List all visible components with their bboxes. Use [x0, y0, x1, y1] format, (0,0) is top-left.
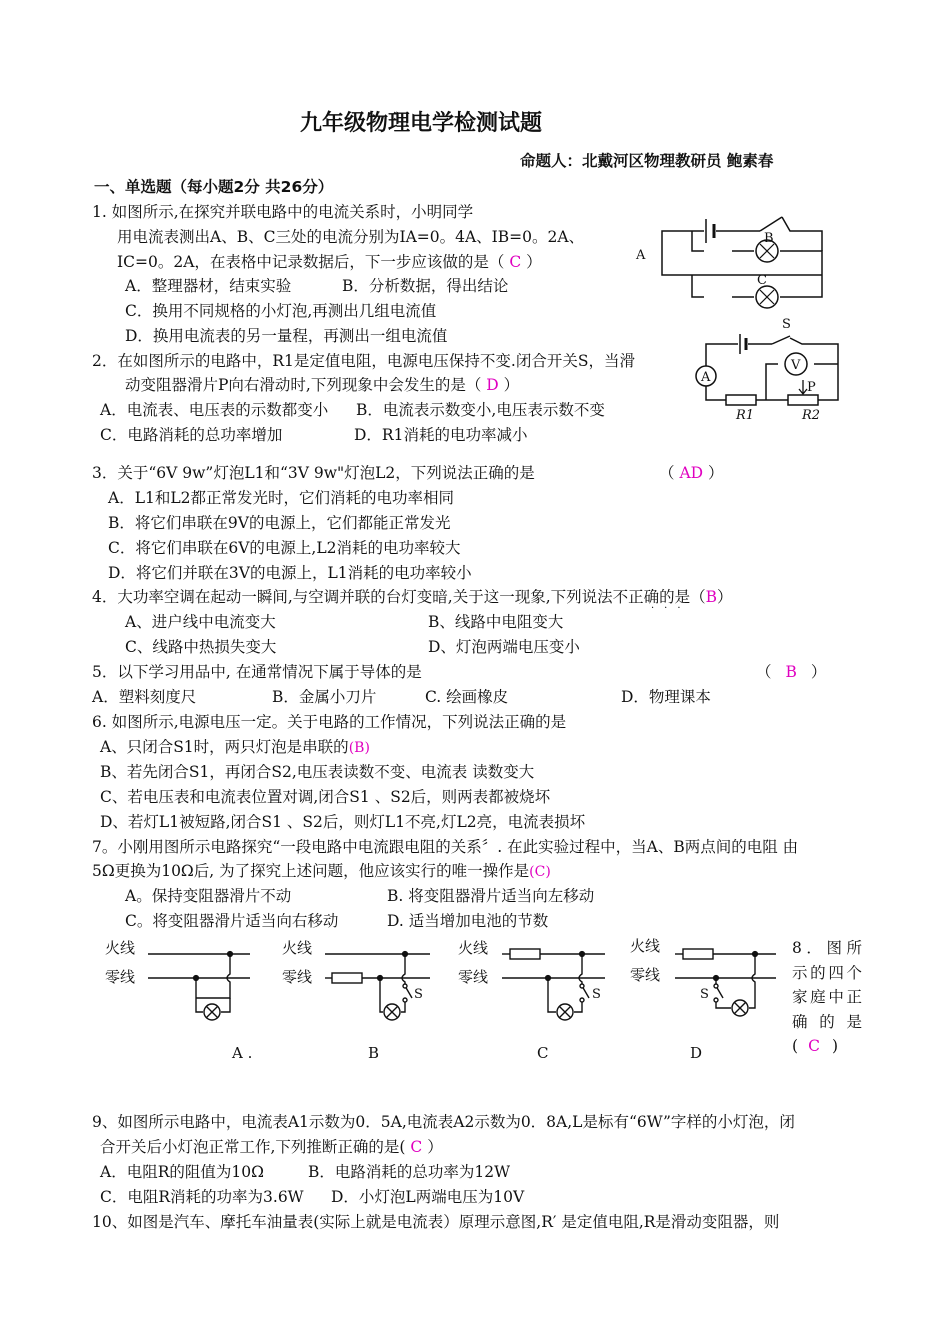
- q3-option-a: A．L1和L2都正常发光时，它们消耗的电功率相同: [108, 489, 455, 507]
- q7-option-b: B. 将变阻器滑片适当向左移动: [387, 887, 595, 905]
- q8-d-live-label: 火线: [630, 937, 661, 955]
- q5-option-b: B．金属小刀片: [272, 688, 377, 706]
- q5-option-a: A．塑料刻度尺: [92, 688, 197, 706]
- q5-answer: B: [785, 663, 797, 681]
- q7-option-c: C。将变阻器滑片适当向右移动: [125, 912, 339, 930]
- q6-option-a: A、只闭合S1时，两只灯泡是串联的(B): [100, 738, 370, 756]
- q2-option-b: B．电流表示数变小,电压表示数不变: [356, 401, 605, 419]
- q8-question-text: 8．图所示的四个家庭中正确的是( C ): [792, 939, 862, 1055]
- q8-label-a: A .: [232, 1044, 253, 1062]
- q6-line1: 6. 如图所示,电源电压一定。关于电路的工作情况，下列说法正确的是: [92, 713, 567, 731]
- author-line: 命题人：北戴河区物理教研员 鲍素春: [520, 152, 774, 170]
- q9-answer: C: [410, 1138, 423, 1156]
- q1-point-c-label: C: [757, 273, 767, 288]
- q2-option-c: C．电路消耗的总功率增加: [100, 426, 283, 444]
- q8-label-d: D: [690, 1044, 703, 1062]
- q1-point-a-label: A: [636, 248, 646, 263]
- q4-line1: 4．大功率空调在起动一瞬间,与空调并联的台灯变暗,关于这一现象,下列说法不正确的是（B）: [92, 588, 733, 606]
- q4-option-a: A、进户线中电流变大: [125, 613, 276, 631]
- q8-d-switch-label: S: [700, 987, 709, 1002]
- q9-option-d: D．小灯泡L两端电压为10V: [331, 1188, 525, 1206]
- q3-line1: 3．关于“6V 9w”灯泡L1和“3V 9w"灯泡L2，下列说法正确的是: [92, 464, 535, 482]
- q8-diagram-c: [458, 939, 605, 1020]
- q1-line2: 用电流表测出A、B、C三处的电流分别为IA=0。4A、IB=0。2A、: [117, 228, 585, 246]
- q8-diagram-b: [282, 939, 430, 1020]
- section-heading: 一、单选题（每小题2分 共26分）: [94, 178, 334, 196]
- q1-option-b: B．分析数据，得出结论: [342, 277, 509, 295]
- q7-answer: (C): [529, 864, 551, 880]
- q6-answer: (B): [348, 740, 370, 756]
- q6-option-d: D、若灯L1被短路,闭合S1 、S2后，则灯L1不亮,灯L2亮，电流表损坏: [100, 813, 586, 831]
- q2-line2: 动变阻器滑片P向右滑动时,下列现象中会发生的是（ D ）: [125, 376, 520, 394]
- q2-r2-label: R2: [802, 408, 821, 423]
- q7-line1: 7。小刚用图所示电路探究“一段电路中电流跟电阻的关系〞. 在此实验过程中，当A、B两点间的电阻 由: [92, 838, 799, 856]
- q7-line2: 5Ω更换为10Ω后, 为了探究上述问题，他应该实行的唯一操作是(C): [92, 862, 551, 880]
- q3-answer-line: （ AD ）: [659, 464, 724, 482]
- q6-option-b: B、若先闭合S1，再闭合S2,电压表读数不变、电流表 读数变大: [100, 763, 535, 781]
- q9-line1: 9、如图所示电路中，电流表A1示数为0．5A,电流表A2示数为0．8A,L是标有“6W”字样的小灯泡，闭: [92, 1113, 795, 1131]
- q2-voltmeter-label: V: [791, 358, 801, 373]
- q8-diagram-a: [105, 939, 250, 1020]
- q3-option-d: D．将它们并联在3V的电源上，L1消耗的电功率较小: [108, 564, 472, 582]
- q2-ammeter-label: A: [701, 370, 711, 385]
- q2-option-a: A．电流表、电压表的示数都变小: [100, 401, 329, 419]
- q8-label-b: B: [368, 1044, 380, 1062]
- q7-option-a: A。保持变阻器滑片不动: [125, 887, 292, 905]
- q9-option-a: A．电阻R的阻值为10Ω: [100, 1163, 264, 1181]
- q8-c-neutral-label: 零线: [458, 968, 489, 986]
- q2-answer: D: [486, 376, 499, 394]
- q9-option-b: B．电路消耗的总功率为12W: [308, 1163, 511, 1181]
- q2-option-d: D．R1消耗的电功率减小: [354, 426, 528, 444]
- q9-line2: 合开关后小灯泡正常工作,下列推断正确的是( C ）: [100, 1138, 443, 1156]
- q1-line1: 1. 如图所示,在探究并联电路中的电流关系时，小明同学: [92, 203, 474, 221]
- q1-point-b-label: B: [764, 231, 774, 246]
- q2-switch-label: S: [782, 317, 791, 332]
- q5-option-d: D．物理课本: [621, 688, 711, 706]
- q4-option-c: C、线路中热损失变大: [125, 638, 277, 656]
- q7-option-d: D. 适当增加电池的节数: [387, 912, 549, 930]
- q4-emphasis-dots: ···: [651, 603, 691, 614]
- q8-b-switch-label: S: [414, 987, 423, 1002]
- q4-option-d: D、灯泡两端电压变小: [428, 638, 580, 656]
- q1-option-d: D．换用电流表的另一量程，再测出一组电流值: [125, 327, 448, 345]
- q5-line1: 5．以下学习用品中, 在通常情况下属于导体的是: [92, 663, 422, 681]
- q3-option-c: C．将它们串联在6V的电源上,L2消耗的电功率较大: [108, 539, 461, 557]
- page-title: 九年级物理电学检测试题: [300, 111, 543, 136]
- q8-d-neutral-label: 零线: [630, 966, 661, 984]
- q2-line1: 2．在如图所示的电路中，R1是定值电阻，电源电压保持不变.闭合开关S，当滑: [92, 352, 635, 370]
- q1-circuit-diagram: [630, 205, 830, 305]
- q5-option-c: C. 绘画橡皮: [425, 688, 509, 706]
- q6-option-c: C、若电压表和电流表位置对调,闭合S1 、S2后，则两表都被烧坏: [100, 788, 551, 806]
- q8-a-neutral-label: 零线: [105, 968, 136, 986]
- q8-b-live-label: 火线: [282, 939, 313, 957]
- q8-diagram-d: [630, 937, 776, 1016]
- q4-option-b: B、线路中电阻变大: [428, 613, 564, 631]
- q8-b-neutral-label: 零线: [282, 968, 313, 986]
- q5-answer-line: （ B ）: [756, 663, 827, 681]
- q1-line3: IC=0。2A，在表格中记录数据后，下一步应该做的是（ C ）: [117, 253, 542, 271]
- q8-wiring-diagrams: [100, 930, 790, 1070]
- q3-answer: AD: [679, 464, 704, 482]
- q2-r1-label: R1: [736, 408, 755, 423]
- q9-option-c: C．电阻R消耗的功率为3.6W: [100, 1188, 304, 1206]
- q1-option-a: A．整理器材，结束实验: [125, 277, 292, 295]
- q8-c-live-label: 火线: [458, 939, 489, 957]
- q8-c-switch-label: S: [592, 987, 601, 1002]
- q4-answer: B: [705, 588, 718, 606]
- q1-answer: C: [509, 253, 522, 271]
- q2-circuit-diagram: [690, 318, 850, 428]
- q1-option-c: C．换用不同规格的小灯泡,再测出几组电流值: [125, 302, 437, 320]
- q8-label-c: C: [537, 1044, 549, 1062]
- q3-option-b: B．将它们串联在9V的电源上，它们都能正常发光: [108, 514, 451, 532]
- q10-line1: 10、如图是汽车、摩托车油量表(实际上就是电流表）原理示意图,R′ 是定值电阻,R是滑动变阻器，则: [92, 1213, 780, 1231]
- q8-answer: C: [808, 1037, 820, 1055]
- q8-a-live-label: 火线: [105, 939, 136, 957]
- q2-slider-label: P: [807, 380, 816, 395]
